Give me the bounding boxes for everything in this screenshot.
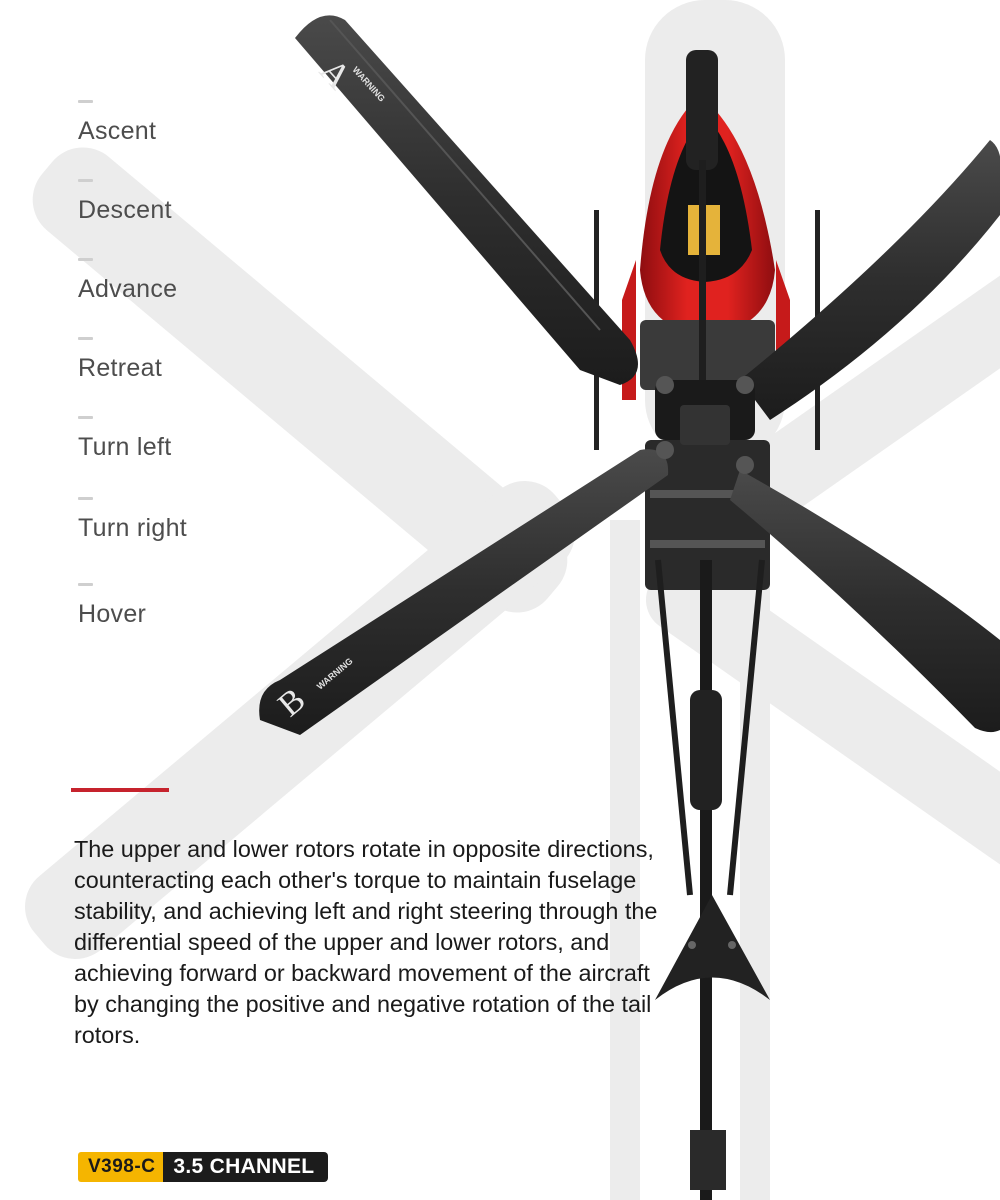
feature-dash bbox=[78, 497, 93, 500]
feature-dash bbox=[78, 258, 93, 261]
feature-dash bbox=[78, 416, 93, 419]
feature-item-advance bbox=[78, 258, 338, 304]
feature-item-turn-right bbox=[78, 497, 338, 543]
rotor-blade-a bbox=[295, 15, 638, 385]
model-code: V398-C bbox=[78, 1152, 163, 1182]
feature-item-ascent bbox=[78, 100, 338, 146]
feature-label: Turn left bbox=[78, 433, 172, 461]
feature-item-descent bbox=[78, 179, 338, 225]
model-badge bbox=[78, 1152, 328, 1182]
blade-b-letter: B bbox=[271, 681, 313, 725]
feature-item-turn-left bbox=[78, 416, 338, 462]
feature-dash bbox=[78, 337, 93, 340]
blade-a-warning-title: WARNING bbox=[350, 64, 388, 104]
feature-label: Retreat bbox=[78, 354, 163, 382]
feature-item-hover bbox=[78, 583, 338, 629]
feature-label: Advance bbox=[78, 275, 178, 303]
blade-a-letter: A bbox=[312, 50, 360, 97]
feature-dash bbox=[78, 179, 93, 182]
blade-b-warning-title: WARNING bbox=[314, 655, 355, 692]
feature-label: Descent bbox=[78, 196, 172, 224]
feature-label: Hover bbox=[78, 600, 147, 628]
feature-label: Turn right bbox=[78, 514, 188, 542]
feature-item-retreat bbox=[78, 337, 338, 383]
description-text: The upper and lower rotors rotate in opposite directions, counteracting each other's torque to maintain fuselage stability, and achieving left and right steering through the differential speed of the upper and lower rotors, and achieving forward or backward movement of the aircraft by changing the positive and negative rotation of the tail rotors. bbox=[74, 836, 658, 1048]
feature-dash bbox=[78, 100, 93, 103]
feature-dash bbox=[78, 583, 93, 586]
channel-label: 3.5 CHANNEL bbox=[163, 1152, 328, 1182]
accent-divider bbox=[71, 788, 169, 792]
feature-label: Ascent bbox=[78, 117, 157, 145]
